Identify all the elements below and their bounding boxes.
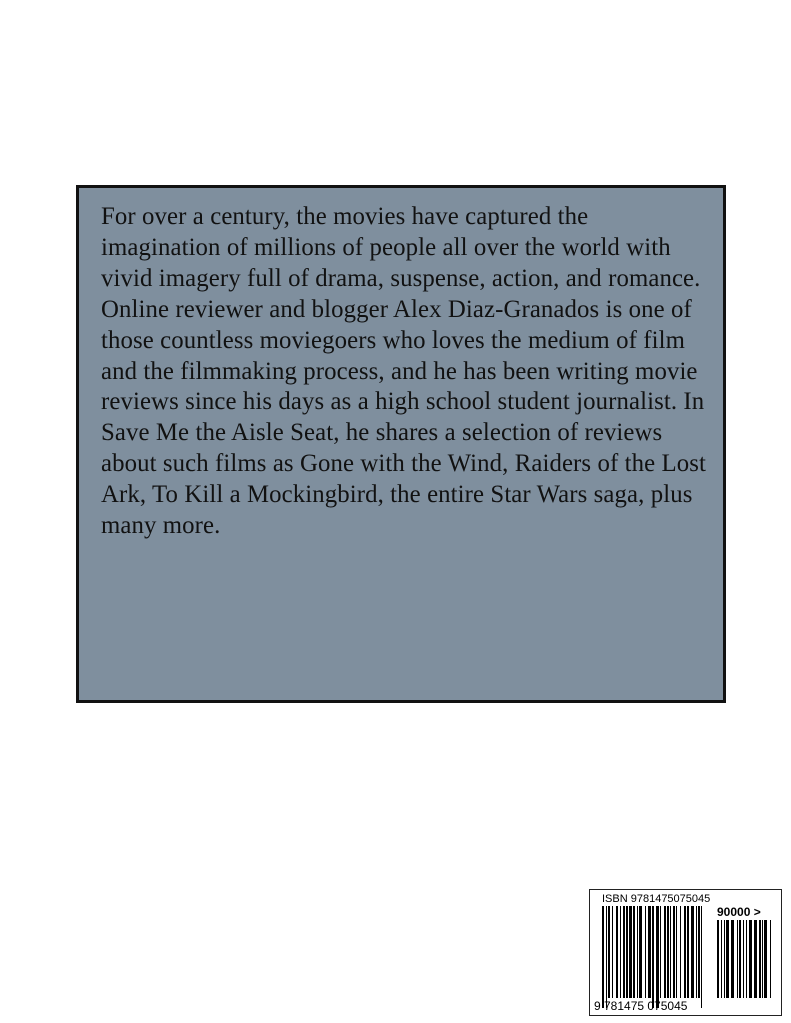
barcode-bar <box>667 906 669 998</box>
barcode-bar <box>743 920 744 998</box>
barcode-bar <box>737 920 738 998</box>
barcode-bar <box>670 906 671 998</box>
ean-barcode-bars <box>602 906 705 1008</box>
ean-digits: 9 781475 075045 <box>594 999 688 1013</box>
barcode-bar <box>602 906 604 1008</box>
barcode-bar <box>754 920 757 998</box>
price-code: 90000 > <box>717 905 761 919</box>
barcode-bar <box>721 920 722 998</box>
barcode-bar <box>629 906 632 998</box>
barcode-bar <box>626 906 628 998</box>
blurb-text: For over a century, the movies have captured the imagination of millions of people all over the world with vivid imagery full of drama, suspense, action, and romance. Online reviewer and blogger Alex Diaz-Granados is one of those countless moviegoers who loves the medium of film and the filmmaking process, and he has been writing movie reviews since his days as a high school student journalist. In Save Me the Aisle Seat, he shares a selection of reviews about such films as Gone with the Wind, Raiders of the Lost Ark, To Kill a Mockingbird, the entire Star Wars saga, plus many more. <box>101 203 706 540</box>
barcode-bar <box>701 906 702 1008</box>
blurb-panel <box>76 185 726 703</box>
barcode <box>589 889 782 1016</box>
barcode-bar <box>770 920 771 998</box>
barcode-bar <box>612 906 613 998</box>
barcode-bar <box>687 906 689 998</box>
barcode-bar <box>696 906 697 998</box>
barcode-bar <box>698 906 700 998</box>
barcode-bar <box>633 906 635 998</box>
barcode-bar <box>608 906 610 998</box>
barcode-bar <box>680 906 681 998</box>
barcode-bar <box>637 906 638 998</box>
barcode-bar <box>664 906 666 998</box>
barcode-bar <box>676 906 677 998</box>
barcode-bar <box>764 920 767 998</box>
isbn-label: ISBN 9781475075045 <box>602 893 711 905</box>
barcode-bar <box>606 906 607 1008</box>
barcode-bar <box>759 920 761 998</box>
barcode-bar <box>645 906 646 998</box>
barcode-bar <box>660 906 661 998</box>
barcode-bar <box>673 906 675 998</box>
addon-barcode-bars <box>717 920 772 1008</box>
barcode-bar <box>656 906 659 1008</box>
barcode-bar <box>648 906 651 998</box>
barcode-bar <box>639 906 642 998</box>
barcode-bar <box>724 920 725 998</box>
barcode-bar <box>691 906 694 998</box>
barcode-bar <box>616 906 618 998</box>
barcode-bar <box>717 920 719 998</box>
barcode-bar <box>684 906 686 998</box>
barcode-bar <box>623 906 625 998</box>
barcode-bar <box>620 906 621 998</box>
barcode-bar <box>749 920 752 998</box>
barcode-bar <box>739 920 741 998</box>
barcode-bar <box>746 920 747 998</box>
barcode-bar <box>762 920 763 998</box>
barcode-bar <box>652 906 654 1008</box>
barcode-bar <box>726 920 729 998</box>
barcode-bar <box>731 920 734 998</box>
